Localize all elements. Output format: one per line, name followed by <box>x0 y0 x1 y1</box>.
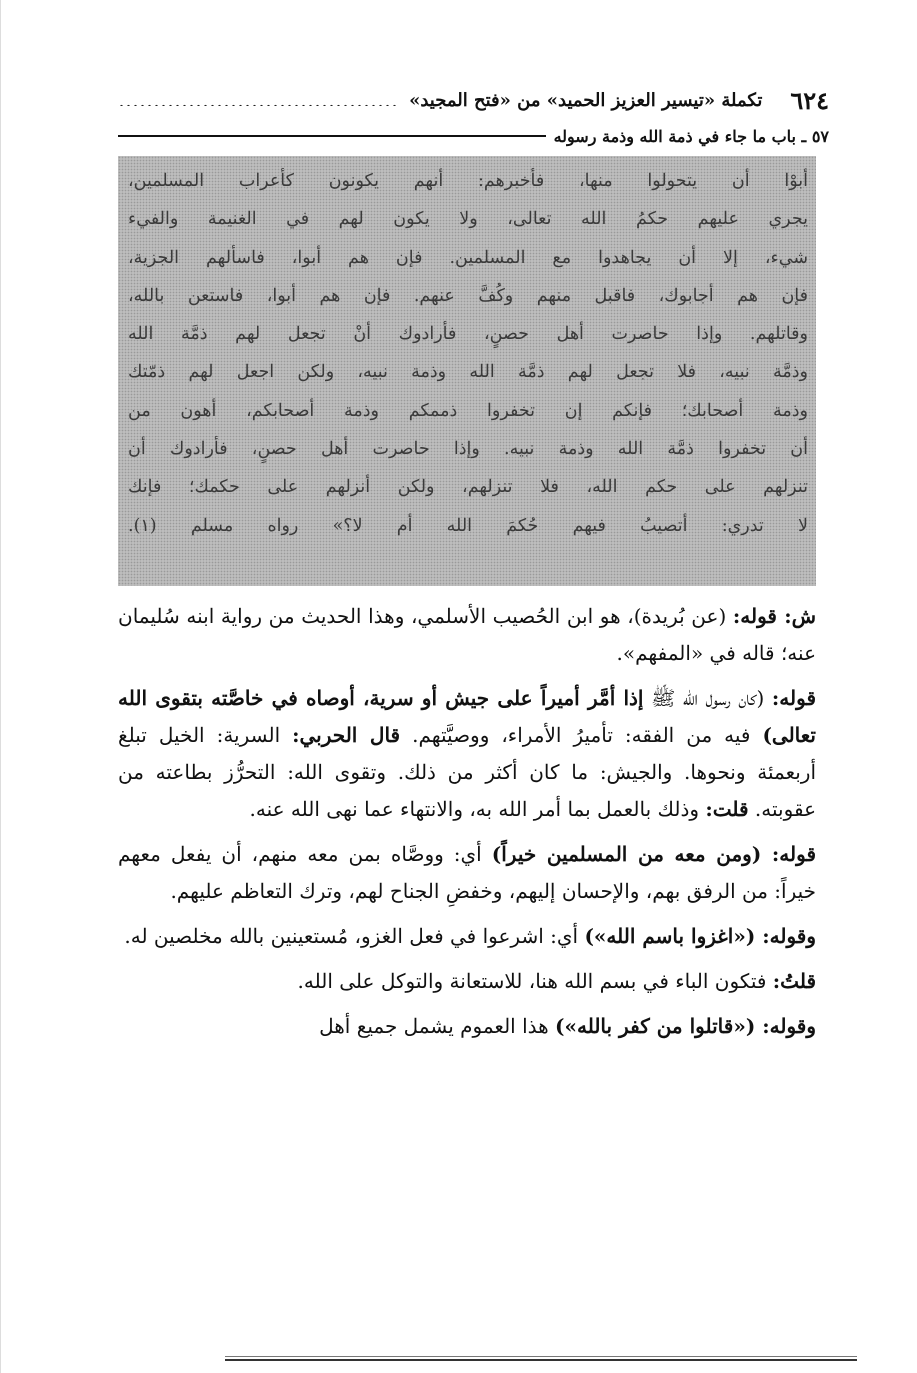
text-run: السرية: الخيل تبلغ أربعمئة ونحوها. والجيش: ما كان أكثر من ذلك. وتقوى الله: التحرُّز بطاعته من عقوبته. <box>118 723 816 821</box>
hadith-line: وذمَّة نبيه، فلا تجعل لهم ذمَّة الله وذمة نبيه، ولكن اجعل لهم ذمّتك <box>128 362 808 383</box>
text-run: أي: اشرعوا في فعل الغزو، مُستعينين بالله مخلصين له. <box>124 924 585 948</box>
bold-phrase: وقوله: («اغزوا باسم الله») <box>584 924 816 948</box>
commentary-paragraph <box>118 836 816 910</box>
paragraph-gap <box>118 955 816 963</box>
running-head <box>118 80 829 120</box>
paragraph-gap <box>118 672 816 680</box>
chapter-title: ٥٧ ـ باب ما جاء في ذمة الله وذمة رسوله <box>553 126 829 146</box>
hadith-text-box <box>118 156 816 586</box>
commentary-paragraph <box>118 680 816 828</box>
bold-phrase: إذا أمَّر أميراً على جيش أو سرية، أوصاه في خاصَّته بتقوى الله تعالى) <box>118 686 816 747</box>
text-run: فتكون الباء في بسم الله هنا، للاستعانة والتوكل على الله. <box>297 969 773 993</box>
book-title: تكملة «تيسير العزيز الحميد» من «فتح المجيد» <box>409 89 763 111</box>
text-run: أي: ووصَّاه بمن معه منهم، أن يفعل معهم خيراً: من الرفق بهم، والإحسان إليهم، وخفضِ الجناح لهم، وترك التعاظم عليهم. <box>118 842 816 903</box>
scan-edge <box>0 0 1 1373</box>
commentary-paragraph <box>118 963 816 1000</box>
footer-rule <box>225 1356 857 1357</box>
bold-phrase: قوله: <box>771 686 816 710</box>
hadith-line: تنزلهم على حكم الله، فلا تنزلهم، ولكن أنزلهم على حكمك؛ فإنك <box>128 477 808 498</box>
hadith-line: أن تخفروا ذمَّة الله وذمة نبيه. وإذا حاصرت أهل حصنٍ، فأرادوك أن <box>128 439 808 460</box>
hadith-line: يجري عليهم حكمُ الله تعالى، ولا يكون لهم في الغنيمة والفيء <box>128 209 808 230</box>
commentary-paragraph <box>118 918 816 955</box>
text-run: وذلك بالعمل بما أمر الله به، والانتهاء عما نهى الله عنه. <box>249 797 706 821</box>
paragraph-gap <box>118 828 816 836</box>
hadith-line: شيء، إلا أن يجاهدوا مع المسلمين. فإن هم أبوا، فاسألهم الجزية، <box>128 247 808 268</box>
leader-dots <box>118 104 399 106</box>
bold-phrase: وقوله: («قاتلوا من كفر بالله») <box>555 1014 816 1038</box>
chapter-heading-row <box>118 122 829 150</box>
bold-phrase: ش: قوله: <box>732 604 817 628</box>
hadith-line: وذمة أصحابك؛ فإنكم إن تخفروا ذممكم وذمة أصحابكم، أهون من <box>128 400 808 421</box>
hadith-line: وقاتلهم. وإذا حاصرت أهل حصنٍ، فأرادوك أنْ تجعل لهم ذمَّة الله <box>128 324 808 345</box>
paragraph-gap <box>118 1000 816 1008</box>
bold-phrase: قلت: <box>705 797 749 821</box>
text-run: (عن بُريدة)، هو ابن الحُصيب الأسلمي، وهذا الحديث من رواية ابنه سُليمان عنه؛ قاله في «المفهم». <box>118 604 816 665</box>
paragraph-gap <box>118 910 816 918</box>
hadith-line: فإن هم أجابوك، فاقبل منهم وكُفَّ عنهم. فإن هم أبوا، فاستعن بالله، <box>128 285 808 306</box>
text-run: هذا العموم يشمل جميع أهل <box>319 1014 556 1038</box>
bold-phrase: قوله: (ومن معه من المسلمين خيراً) <box>491 842 817 866</box>
chapter-rule <box>118 135 546 137</box>
commentary-paragraph <box>118 598 816 672</box>
commentary-paragraph <box>118 1008 816 1045</box>
bold-phrase: قلتُ: <box>772 969 816 993</box>
text-run: فيه من الفقه: تأميرُ الأمراء، ووصيَّتهم. <box>400 723 763 747</box>
page-number: ٦٢٤ <box>790 85 829 115</box>
text-run: (كان رسول الله ﷺ <box>643 686 772 710</box>
hadith-line: لا تدري: أتصيبُ فيهم حُكمَ الله أم لا؟» رواه مسلم (١). <box>128 515 808 536</box>
bold-phrase: قال الحربي: <box>292 723 401 747</box>
commentary-body <box>118 598 816 1045</box>
hadith-line: أبوْا أن يتحولوا منها، فأخبرهم: أنهم يكونون كأعراب المسلمين، <box>128 171 808 191</box>
footer-rule-thick <box>225 1359 857 1361</box>
